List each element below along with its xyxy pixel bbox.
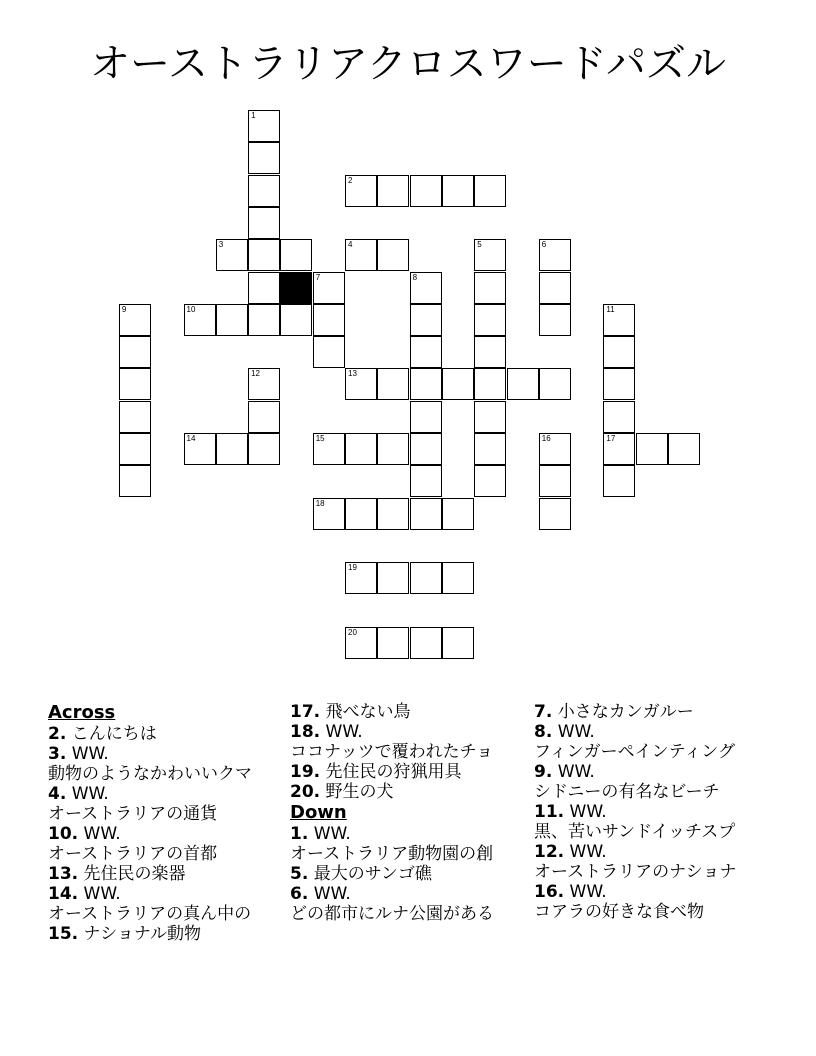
grid-cell[interactable] [313, 336, 345, 368]
clue-section-heading: Across [48, 702, 116, 723]
grid-cell[interactable] [410, 272, 442, 304]
clue-number: 17. [290, 702, 321, 722]
clue-line [48, 764, 286, 784]
clue-text: WW. [313, 824, 351, 844]
clue-number: 13 [348, 369, 357, 379]
clue-text: 小さなカンガルー [557, 702, 694, 722]
clue-text: コアラの好きな食べ物 [534, 902, 704, 922]
grid-cell[interactable] [539, 239, 571, 271]
grid-cell[interactable] [539, 304, 571, 336]
grid-cell[interactable] [280, 304, 312, 336]
clue-line [534, 762, 772, 782]
grid-cell[interactable] [539, 368, 571, 400]
clue-number: 12. [534, 842, 565, 862]
clue-line [290, 702, 528, 722]
clue-text: オーストラリアの真ん中の [48, 904, 252, 924]
block-cell [280, 272, 312, 304]
clue-number: 3 [218, 240, 224, 250]
grid-cell[interactable] [410, 175, 442, 207]
grid-cell[interactable] [280, 239, 312, 271]
clue-text: 飛べない鳥 [325, 702, 411, 722]
clue-text: ナショナル動物 [83, 924, 202, 944]
clue-line [290, 904, 528, 924]
clue-line [48, 824, 286, 844]
clue-line [48, 784, 286, 804]
grid-cell[interactable] [474, 368, 506, 400]
clue-number: 15 [315, 434, 325, 443]
grid-cell[interactable] [442, 562, 474, 594]
grid-cell[interactable] [442, 627, 474, 659]
grid-cell[interactable] [410, 627, 442, 659]
grid-cell[interactable] [119, 465, 151, 497]
grid-cell[interactable] [603, 368, 635, 400]
grid-cell[interactable] [248, 142, 280, 174]
clue-number: 6. [290, 884, 309, 904]
grid-cell[interactable] [474, 401, 506, 433]
grid-cell[interactable] [603, 401, 635, 433]
grid-cell[interactable] [507, 368, 539, 400]
grid-cell[interactable] [474, 336, 506, 368]
clue-text: 最大のサンゴ礁 [313, 864, 432, 884]
grid-cell[interactable] [410, 562, 442, 594]
clue-number: 10 [186, 304, 196, 314]
grid-cell[interactable] [442, 175, 474, 207]
grid-cell[interactable] [410, 304, 442, 336]
clue-line [534, 782, 772, 802]
clue-line [534, 902, 772, 922]
clue-line [48, 904, 286, 924]
grid-cell[interactable] [410, 368, 442, 400]
grid-cell[interactable] [345, 562, 377, 594]
clue-number: 18 [315, 498, 325, 508]
clue-line [48, 844, 286, 864]
clue-text: WW. [313, 884, 351, 904]
clue-text: シドニーの有名なビーチ [534, 782, 720, 802]
grid-cell[interactable] [603, 336, 635, 368]
grid-cell[interactable] [410, 498, 442, 530]
grid-cell[interactable] [313, 433, 345, 465]
clue-text: どの都市にルナ公園がある [290, 904, 494, 924]
clue-text: 動物のようなかわいいクマ [48, 764, 252, 784]
clue-line [290, 742, 528, 762]
grid-cell[interactable] [668, 433, 700, 465]
clue-number: 18. [290, 722, 321, 742]
clue-number: 4. [48, 784, 67, 804]
clue-number: 6 [541, 240, 547, 250]
grid-cell[interactable] [216, 239, 248, 271]
grid-cell[interactable] [377, 562, 409, 594]
grid-cell[interactable] [216, 304, 248, 336]
grid-cell[interactable] [474, 239, 506, 271]
clue-number: 16 [541, 434, 551, 443]
clue-text: オーストラリアの首都 [48, 844, 218, 864]
grid-cell[interactable] [474, 304, 506, 336]
clue-text: ココナッツで覆われたチョ [290, 742, 494, 762]
clue-number: 19 [348, 563, 357, 573]
grid-cell[interactable] [119, 336, 151, 368]
grid-cell[interactable] [345, 433, 377, 465]
clue-line [48, 864, 286, 884]
clue-line [534, 862, 772, 882]
grid-cell[interactable] [410, 433, 442, 465]
clue-column-2 [290, 702, 528, 924]
clue-number: 20 [348, 627, 357, 637]
grid-cell[interactable] [539, 465, 571, 497]
grid-cell[interactable] [603, 433, 635, 465]
clue-line [534, 822, 772, 842]
clue-text: 先住民の楽器 [83, 864, 186, 884]
clue-number: 17 [606, 434, 616, 443]
clue-number: 9. [534, 762, 553, 782]
clue-number: 5. [290, 864, 309, 884]
grid-cell[interactable] [119, 368, 151, 400]
grid-cell[interactable] [248, 207, 280, 239]
clue-line [534, 802, 772, 822]
clue-number: 20. [290, 782, 321, 802]
grid-cell[interactable] [313, 304, 345, 336]
clue-number: 8 [412, 272, 418, 282]
grid-cell[interactable] [313, 498, 345, 530]
grid-cell[interactable] [345, 627, 377, 659]
grid-cell[interactable] [313, 272, 345, 304]
clue-text: WW. [71, 744, 109, 764]
grid-cell[interactable] [539, 272, 571, 304]
clue-number: 4 [348, 240, 353, 250]
clue-text: こんにちは [71, 724, 157, 744]
clue-number: 2. [48, 724, 67, 744]
grid-cell[interactable] [474, 465, 506, 497]
grid-cell[interactable] [248, 433, 280, 465]
clue-line [534, 702, 772, 722]
grid-cell[interactable] [377, 498, 409, 530]
grid-cell[interactable] [442, 368, 474, 400]
grid-cell[interactable] [248, 110, 280, 142]
clue-number: 16. [534, 882, 565, 902]
grid-cell[interactable] [216, 433, 248, 465]
clue-number: 7 [315, 272, 321, 282]
puzzle-title: オーストラリアクロスワードパズル [90, 41, 726, 87]
clue-line [48, 884, 286, 904]
clue-column-1 [48, 702, 286, 944]
clue-number: 5 [477, 240, 482, 250]
grid-cell[interactable] [248, 175, 280, 207]
clue-text: WW. [569, 882, 607, 902]
clue-text: 黒、苦いサンドイッチスプ [534, 822, 736, 842]
clue-number: 11 [606, 304, 615, 314]
clue-text: WW. [569, 802, 607, 822]
grid-cell[interactable] [248, 368, 280, 400]
grid-cell[interactable] [345, 498, 377, 530]
clue-line [534, 742, 772, 762]
grid-cell[interactable] [184, 433, 216, 465]
clue-number: 2 [348, 175, 353, 185]
grid-cell[interactable] [603, 465, 635, 497]
grid-cell[interactable] [474, 272, 506, 304]
clue-section-heading: Down [290, 802, 347, 823]
clue-column-3 [534, 702, 772, 922]
grid-cell[interactable] [377, 433, 409, 465]
clue-text: WW. [83, 824, 121, 844]
clue-text: WW. [569, 842, 607, 862]
clue-number: 11. [534, 802, 565, 822]
grid-cell[interactable] [539, 433, 571, 465]
clue-number: 13. [48, 864, 79, 884]
clue-line [290, 762, 528, 782]
clue-text: 先住民の狩猟用具 [325, 762, 462, 782]
grid-cell[interactable] [539, 498, 571, 530]
clue-line [290, 864, 528, 884]
clue-line [534, 882, 772, 902]
clue-text: WW. [83, 884, 121, 904]
grid-cell[interactable] [410, 465, 442, 497]
grid-cell[interactable] [345, 175, 377, 207]
clue-line [290, 782, 528, 802]
grid-cell[interactable] [248, 239, 280, 271]
grid-cell[interactable] [248, 272, 280, 304]
clue-number: 7. [534, 702, 553, 722]
clue-text: オーストラリア動物園の創 [290, 844, 494, 864]
clue-number: 14. [48, 884, 79, 904]
grid-cell[interactable] [410, 401, 442, 433]
clue-number: 14 [186, 434, 196, 443]
clue-number: 1. [290, 824, 309, 844]
grid-cell[interactable] [119, 433, 151, 465]
clue-text: WW. [557, 762, 595, 782]
clue-line [534, 842, 772, 862]
grid-cell[interactable] [184, 304, 216, 336]
clue-text: WW. [71, 784, 109, 804]
grid-cell[interactable] [345, 368, 377, 400]
clue-number: 8. [534, 722, 553, 742]
clue-text: 野生の犬 [325, 782, 394, 802]
clue-line [290, 722, 528, 742]
grid-cell[interactable] [377, 368, 409, 400]
grid-cell[interactable] [248, 401, 280, 433]
clue-line [290, 884, 528, 904]
clue-text: オーストラリアのナショナ [534, 862, 737, 882]
clue-number: 10. [48, 824, 79, 844]
clue-number: 1 [251, 111, 256, 120]
grid-cell[interactable] [345, 239, 377, 271]
clue-number: 3. [48, 744, 67, 764]
grid-cell[interactable] [474, 433, 506, 465]
grid-cell[interactable] [248, 304, 280, 336]
clue-number: 15. [48, 924, 79, 944]
clue-line [534, 722, 772, 742]
grid-cell[interactable] [410, 336, 442, 368]
clue-line [290, 844, 528, 864]
grid-cell[interactable] [119, 304, 151, 336]
grid-cell[interactable] [474, 175, 506, 207]
clue-text: WW. [557, 722, 595, 742]
clue-text: WW. [325, 722, 363, 742]
clue-number: 9 [121, 304, 127, 314]
grid-cell[interactable] [442, 498, 474, 530]
clue-line [290, 824, 528, 844]
grid-cell[interactable] [636, 433, 668, 465]
clue-number: 19. [290, 762, 321, 782]
grid-cell[interactable] [377, 175, 409, 207]
clue-line [48, 804, 286, 824]
clue-text: オーストラリアの通貨 [48, 804, 218, 824]
grid-cell[interactable] [119, 401, 151, 433]
grid-cell[interactable] [603, 304, 635, 336]
clue-text: フィンガーペインティング [534, 742, 735, 762]
grid-cell[interactable] [377, 627, 409, 659]
clue-line [48, 724, 286, 744]
clue-number: 12 [251, 369, 260, 379]
clue-line [48, 924, 286, 944]
grid-cell[interactable] [377, 239, 409, 271]
clue-line [48, 744, 286, 764]
